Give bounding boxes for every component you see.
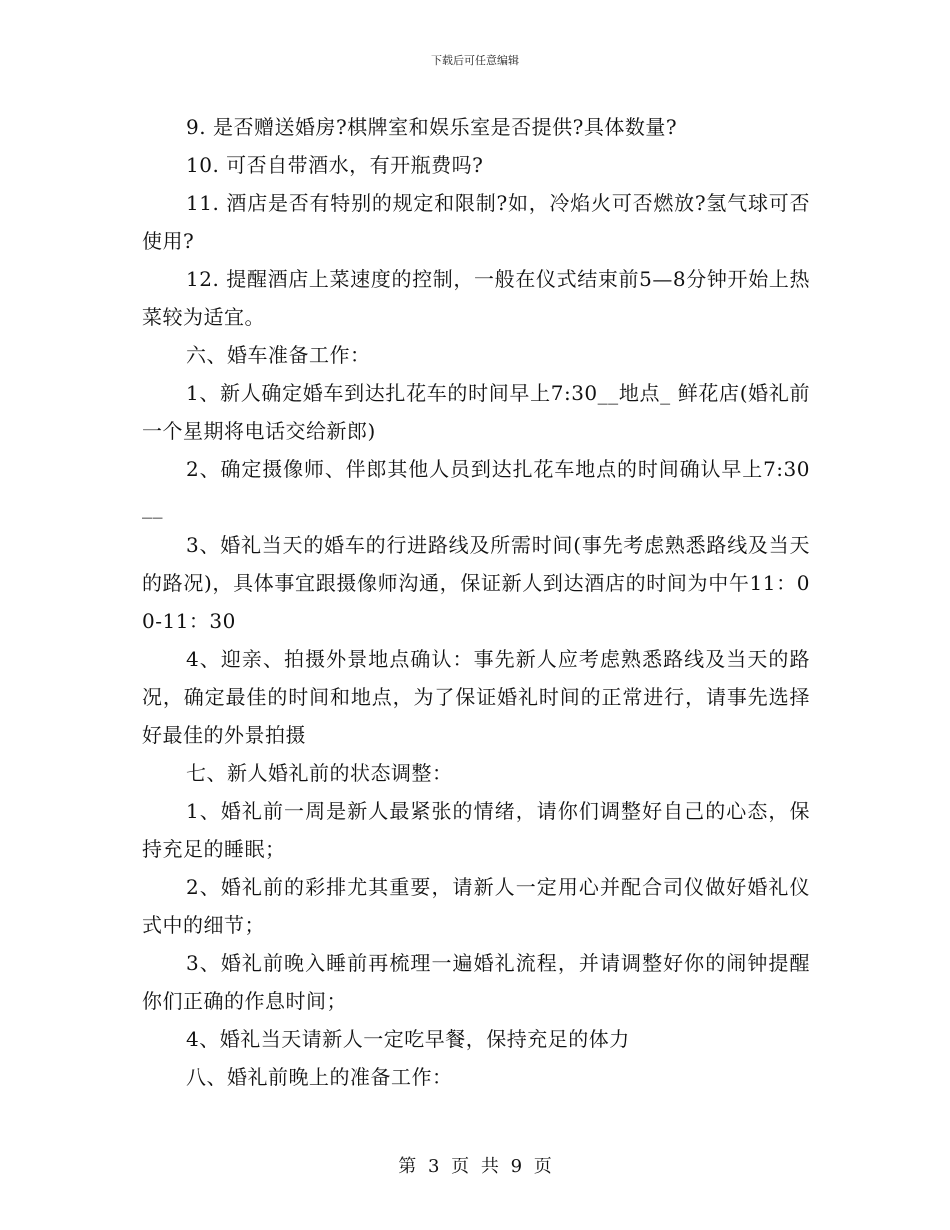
paragraph-item-11: 11. 酒店是否有特别的规定和限制?如，冷焰火可否燃放?氢气球可否使用? bbox=[142, 191, 810, 253]
state-item-3: 3、婚礼前晚入睡前再梳理一遍婚礼流程，并请调整好你的闹钟提醒你们正确的作息时间； bbox=[142, 951, 810, 1013]
car-item-2: 2、确定摄像师、伴郎其他人员到达扎花车地点的时间确认早上7:30__ bbox=[142, 457, 810, 519]
car-item-1: 1、新人确定婚车到达扎花车的时间早上7:30__地点_ 鲜花店(婚礼前一个星期将电话交给新郎) bbox=[142, 381, 810, 443]
state-item-1: 1、婚礼前一周是新人最紧张的情绪，请你们调整好自己的心态，保持充足的睡眠； bbox=[142, 799, 810, 861]
page-header: 下载后可任意编辑 bbox=[431, 54, 519, 67]
paragraph-item-10: 10. 可否自带酒水，有开瓶费吗? bbox=[186, 153, 484, 177]
section-heading-wedding-car: 六、婚车准备工作： bbox=[186, 343, 371, 367]
section-heading-night-before: 八、婚礼前晚上的准备工作： bbox=[186, 1065, 453, 1089]
car-item-4: 4、迎亲、拍摄外景地点确认：事先新人应考虑熟悉路线及当天的路况，确定最佳的时间和地点，为了保证婚礼时间的正常进行，请事先选择好最佳的外景拍摄 bbox=[142, 647, 810, 747]
state-item-4: 4、婚礼当天请新人一定吃早餐，保持充足的体力 bbox=[186, 1027, 630, 1051]
paragraph-item-12: 12. 提醒酒店上菜速度的控制，一般在仪式结束前5—8分钟开始上热菜较为适宜。 bbox=[142, 267, 810, 329]
section-heading-state-adjustment: 七、新人婚礼前的状态调整： bbox=[186, 761, 453, 785]
paragraph-item-9: 9. 是否赠送婚房?棋牌室和娱乐室是否提供?具体数量? bbox=[186, 115, 678, 139]
document-body bbox=[142, 108, 810, 1096]
car-item-3: 3、婚礼当天的婚车的行进路线及所需时间(事先考虑熟悉路线及当天的路况)，具体事宜跟摄像师沟通，保证新人到达酒店的时间为中午11：00-11：30 bbox=[142, 533, 810, 633]
page-footer: 第 3 页 共 9 页 bbox=[398, 1156, 552, 1177]
state-item-2: 2、婚礼前的彩排尤其重要，请新人一定用心并配合司仪做好婚礼仪式中的细节； bbox=[142, 875, 810, 937]
